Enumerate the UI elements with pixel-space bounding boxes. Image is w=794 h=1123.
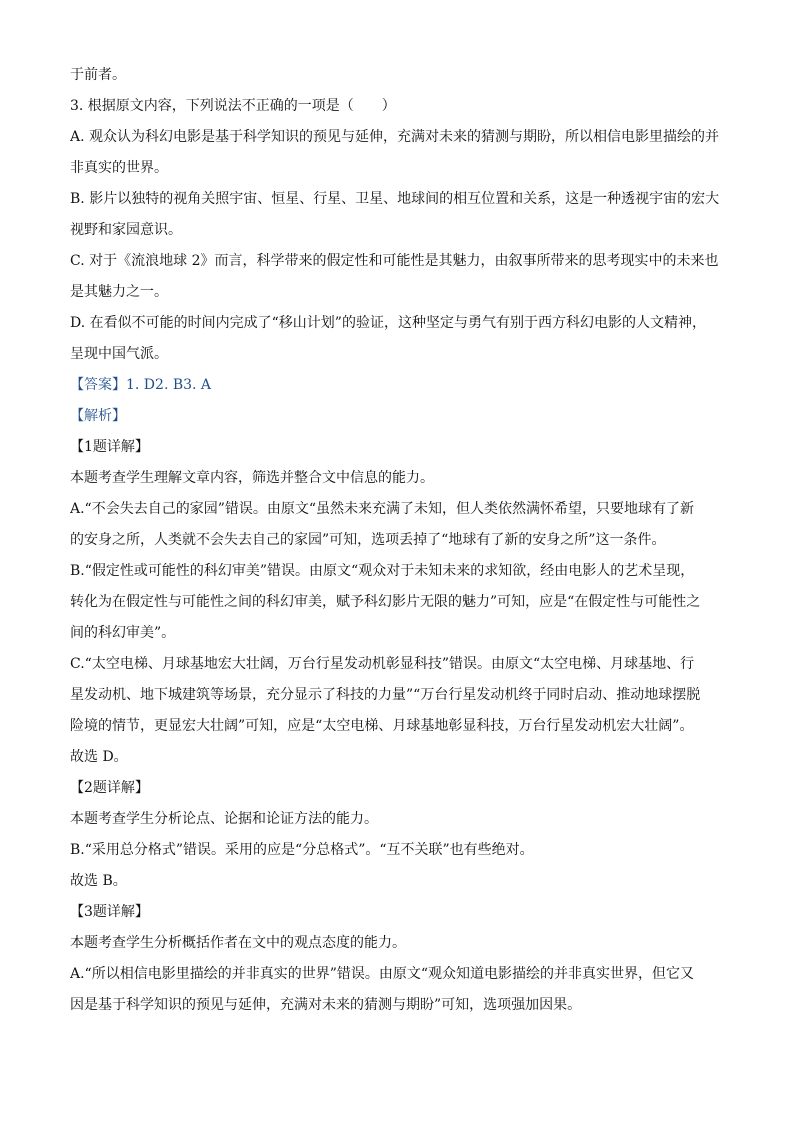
question-3-stem: 3. 根据原文内容，下列说法不正确的一项是（ ） (70, 98, 396, 114)
q1-c-line-1: C.“太空电梯、月球基地宏大壮阔，万台行星发动机彰显科技”错误。由原文“太空电梯、月球基地、行 (70, 656, 695, 672)
answer-line: 【答案】1. D2. B3. A (70, 377, 212, 393)
text-line: 于前者。 (70, 67, 126, 83)
q1-c-line-2: 星发动机、地下城建筑等场景，充分显示了科技的力量”“万台行星发动机终于同时启动、推动地球摆脱 (70, 687, 701, 703)
q1-b-line-3: 间的科幻审美”。 (70, 625, 176, 641)
q1-b-line-1: B.“假定性或可能性的科幻审美”错误。由原文“观众对于未知未来的求知欲，经由电影人的艺术呈现， (70, 563, 695, 579)
option-d-line-2: 呈现中国气派。 (70, 346, 168, 362)
q1-detail-heading: 【1题详解】 (70, 439, 149, 455)
q1-a-line-2: 的安身之所，人类就不会失去自己的家园”可知，选项丢掉了“地球有了新的安身之所”这一条件。 (70, 532, 666, 548)
q3-a-line-2: 因是基于科学知识的预见与延伸，充满对未来的猜测与期盼”可知，选项强加因果。 (70, 997, 582, 1013)
option-b-line-2: 视野和家园意识。 (70, 222, 182, 238)
q3-intro: 本题考查学生分析概括作者在文中的观点态度的能力。 (70, 935, 406, 951)
q3-a-line-1: A.“所以相信电影里描绘的并非真实的世界”错误。由原文“观众知道电影描绘的并非真实世界，但它又 (70, 966, 695, 982)
option-c-line-2: 是其魅力之一。 (70, 284, 168, 300)
q1-c-line-3: 险境的情节，更显宏大壮阔”可知，应是“太空电梯、月球基地彰显科技，万台行星发动机宏大壮阔”。 (70, 718, 694, 734)
q2-intro: 本题考查学生分析论点、论据和论证方法的能力。 (70, 811, 378, 827)
q1-b-line-2: 转化为在假定性与可能性之间的科幻审美，赋予科幻影片无限的魅力”可知，应是“在假定性与可能性之 (70, 594, 701, 610)
q1-choice: 故选 D。 (70, 749, 128, 765)
q2-choice: 故选 B。 (70, 873, 127, 889)
option-d-line-1: D. 在看似不可能的时间内完成了“移山计划”的验证，这种坚定与勇气有别于西方科幻电影的人文精神， (70, 315, 706, 331)
analysis-heading: 【解析】 (70, 408, 126, 424)
q2-b-line: B.“采用总分格式”错误。采用的应是“分总格式”。“互不关联”也有些绝对。 (70, 842, 534, 858)
option-a-line-1: A. 观众认为科幻电影是基于科学知识的预见与延伸，充满对未来的猜测与期盼，所以相信电影里描绘的并 (70, 129, 720, 145)
option-a-line-2: 非真实的世界。 (70, 160, 168, 176)
option-c-line-1: C. 对于《流浪地球 2》而言，科学带来的假定性和可能性是其魅力，由叙事所带来的思考现实中的未来也 (70, 253, 719, 269)
q1-intro: 本题考查学生理解文章内容，筛选并整合文中信息的能力。 (70, 470, 434, 486)
q1-a-line-1: A.“不会失去自己的家园”错误。由原文“虽然未来充满了未知，但人类依然满怀希望，只要地球有了新 (70, 501, 695, 517)
q3-detail-heading: 【3题详解】 (70, 904, 149, 920)
q2-detail-heading: 【2题详解】 (70, 780, 149, 796)
document-page (70, 60, 725, 1021)
option-b-line-1: B. 影片以独特的视角关照宇宙、恒星、行星、卫星、地球间的相互位置和关系，这是一种透视宇宙的宏大 (70, 191, 720, 207)
